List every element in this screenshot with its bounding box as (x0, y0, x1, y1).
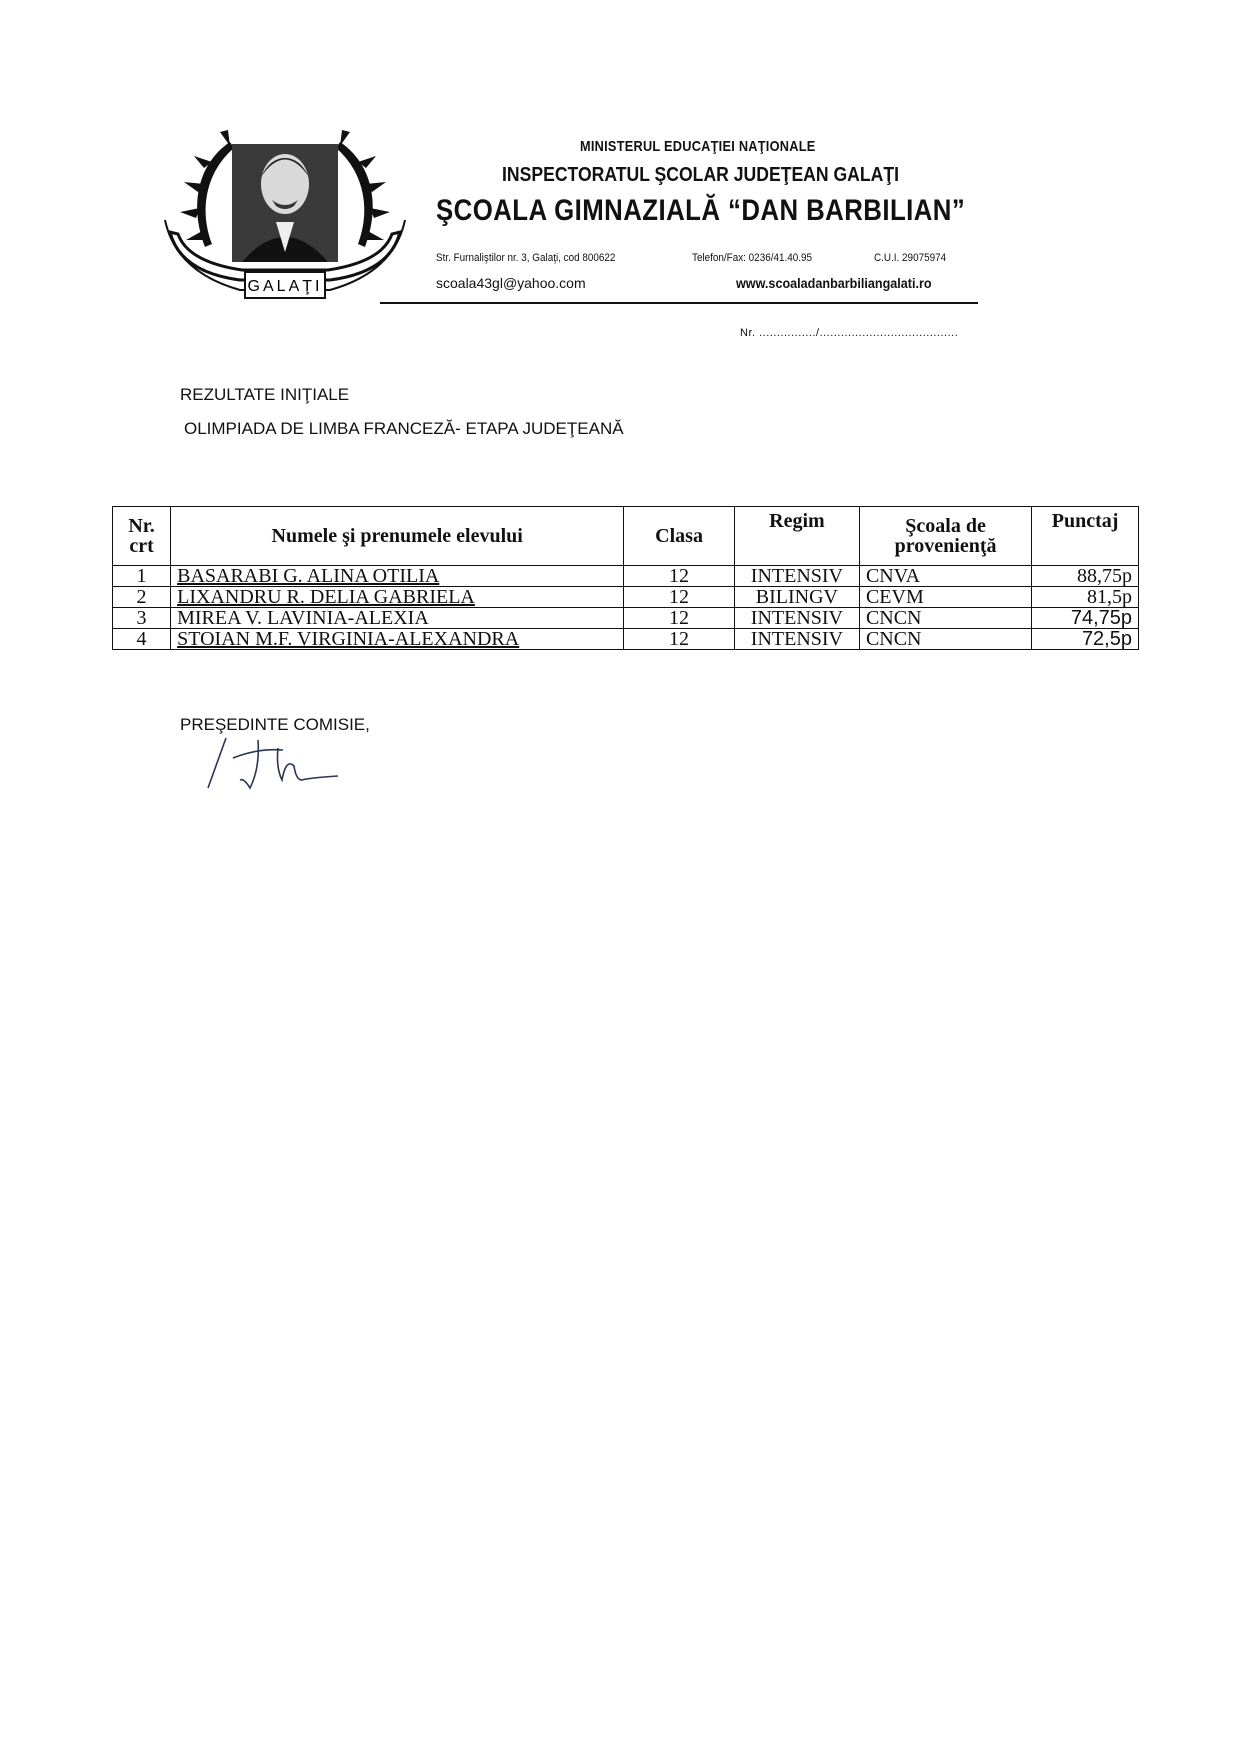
school-website: www.scoaladanbarbiliangalati.ro (736, 275, 932, 291)
cell-name: LIXANDRU R. DELIA GABRIELA (171, 587, 624, 608)
school-logo (160, 122, 410, 312)
col-header-punctaj: Punctaj (1032, 507, 1139, 566)
document-title: REZULTATE INIŢIALE (180, 385, 350, 404)
col-header-nr: Nr. crt (113, 507, 171, 566)
table-row (113, 608, 1139, 629)
school-cui: C.U.I. 29075974 (874, 252, 947, 264)
registry-number: Nr. ................/....................................... (740, 327, 959, 339)
cell-punctaj: 74,75p (1032, 608, 1139, 629)
logo-text: GALAŢI (247, 278, 323, 295)
document-subtitle: OLIMPIADA DE LIMBA FRANCEZĂ- ETAPA JUDEŢEANĂ (184, 419, 624, 438)
cell-nr: 1 (113, 566, 171, 587)
cell-name: MIREA V. LAVINIA-ALEXIA (171, 608, 624, 629)
cell-clasa: 12 (624, 608, 735, 629)
cell-nr: 2 (113, 587, 171, 608)
cell-clasa: 12 (624, 566, 735, 587)
inspectorate-name: INSPECTORATUL ŞCOLAR JUDEŢEAN GALAŢI (502, 164, 900, 186)
table-header-row (113, 507, 1139, 566)
col-header-regim: Regim (734, 507, 859, 566)
results-table (112, 506, 1139, 650)
cell-punctaj: 72,5p (1032, 629, 1139, 650)
cell-punctaj: 81,5p (1032, 587, 1139, 608)
ministry-name: MINISTERUL EDUCAŢIEI NAŢIONALE (580, 138, 816, 155)
cell-nr: 4 (113, 629, 171, 650)
cell-regim: INTENSIV (734, 566, 859, 587)
cell-name: BASARABI G. ALINA OTILIA (171, 566, 624, 587)
president-label: PREŞEDINTE COMISIE, (180, 715, 370, 734)
cell-scoala: CNCN (859, 629, 1031, 650)
cell-regim: BILINGV (734, 587, 859, 608)
school-name: ŞCOALA GIMNAZIALĂ “DAN BARBILIAN” (436, 194, 966, 227)
cell-clasa: 12 (624, 587, 735, 608)
col-header-name: Numele şi prenumele elevului (171, 507, 624, 566)
header-divider (380, 302, 978, 304)
cell-name: STOIAN M.F. VIRGINIA-ALEXANDRA (171, 629, 624, 650)
table-row (113, 629, 1139, 650)
cell-clasa: 12 (624, 629, 735, 650)
school-phone: Telefon/Fax: 0236/41.40.95 (692, 252, 812, 264)
table-row (113, 587, 1139, 608)
cell-scoala: CNVA (859, 566, 1031, 587)
cell-scoala: CEVM (859, 587, 1031, 608)
cell-nr: 3 (113, 608, 171, 629)
col-header-scoala: Şcoala de provenienţă (859, 507, 1031, 566)
cell-regim: INTENSIV (734, 629, 859, 650)
table-row (113, 566, 1139, 587)
cell-scoala: CNCN (859, 608, 1031, 629)
school-address: Str. Furnaliştilor nr. 3, Galaţi, cod 800622 (436, 252, 616, 264)
signature (178, 718, 378, 798)
school-email: scoala43gl@yahoo.com (436, 275, 586, 291)
cell-regim: INTENSIV (734, 608, 859, 629)
col-header-clasa: Clasa (624, 507, 735, 566)
cell-punctaj: 88,75p (1032, 566, 1139, 587)
